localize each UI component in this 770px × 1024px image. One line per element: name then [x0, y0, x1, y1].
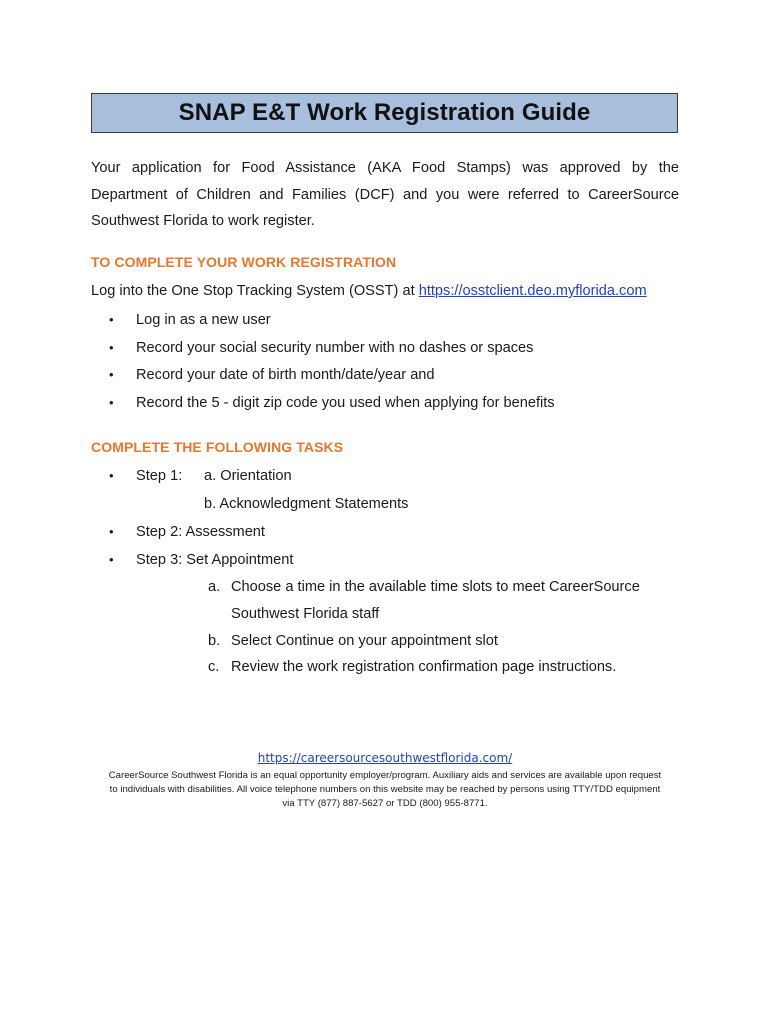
section-heading-registration: TO COMPLETE YOUR WORK REGISTRATION [91, 254, 397, 270]
intro-paragraph [91, 155, 679, 235]
list-item-text: Log in as a new user [136, 312, 271, 328]
page-title: SNAP E&T Work Registration Guide [178, 99, 591, 126]
list-item-text: Record your date of birth month/date/year and [136, 367, 435, 383]
title-banner [91, 93, 678, 133]
bullet-icon: • [109, 367, 114, 382]
careersource-website-link[interactable]: https://careersourcesouthwestflorida.com/ [257, 751, 513, 765]
step-1-acknowledgment: b. Acknowledgment Statements [204, 496, 409, 512]
list-item-text: Record the 5 - digit zip code you used when applying for benefits [136, 395, 555, 411]
footer-link-row [0, 750, 770, 765]
intro-line: Your application for Food Assistance (AKA Food Stamps) was approved by the [91, 160, 679, 176]
step-3-a-marker: a. [208, 579, 221, 595]
step-3-b-text: Select Continue on your appointment slot [231, 633, 498, 649]
bullet-icon: • [109, 312, 114, 327]
bullet-icon: • [109, 468, 114, 483]
osst-text: Log into the One Stop Tracking System (OSST) at [91, 283, 419, 299]
bullet-icon: • [109, 340, 114, 355]
disclaimer-line: CareerSource Southwest Florida is an equal opportunity employer/program. Auxiliary aids and services are available upon request [108, 770, 662, 781]
step-3-a-line1: Choose a time in the available time slots to meet CareerSource [231, 579, 640, 595]
bullet-icon: • [109, 395, 114, 410]
step-3-text: Step 3: Set Appointment [136, 552, 294, 568]
osst-link[interactable]: https://osstclient.deo.myflorida.com [418, 283, 647, 299]
step-3-b-marker: b. [208, 633, 221, 649]
bullet-icon: • [109, 524, 114, 539]
section-heading-tasks: COMPLETE THE FOLLOWING TASKS [91, 439, 344, 455]
step-3-a-line2: Southwest Florida staff [231, 606, 380, 622]
list-item-text: Record your social security number with no dashes or spaces [136, 340, 534, 356]
footer-disclaimer [80, 769, 690, 811]
step-1-label: Step 1: [136, 468, 183, 484]
intro-line: Department of Children and Families (DCF) and you were referred to CareerSource [91, 186, 679, 203]
osst-instruction [91, 283, 647, 299]
intro-line: Southwest Florida to work register. [91, 213, 315, 229]
bullet-icon: • [109, 552, 114, 567]
step-1-orientation: a. Orientation [204, 468, 292, 484]
disclaimer-line: via TTY (877) 887-5627 or TDD (800) 955-8771. [282, 798, 488, 809]
disclaimer-line: to individuals with disabilities. All voice telephone numbers on this website may be reached by persons using TTY/TDD equipment [109, 784, 661, 795]
step-2-text: Step 2: Assessment [136, 524, 265, 540]
step-3-c-marker: c. [208, 659, 220, 675]
step-3-c-text: Review the work registration confirmation page instructions. [231, 659, 617, 675]
